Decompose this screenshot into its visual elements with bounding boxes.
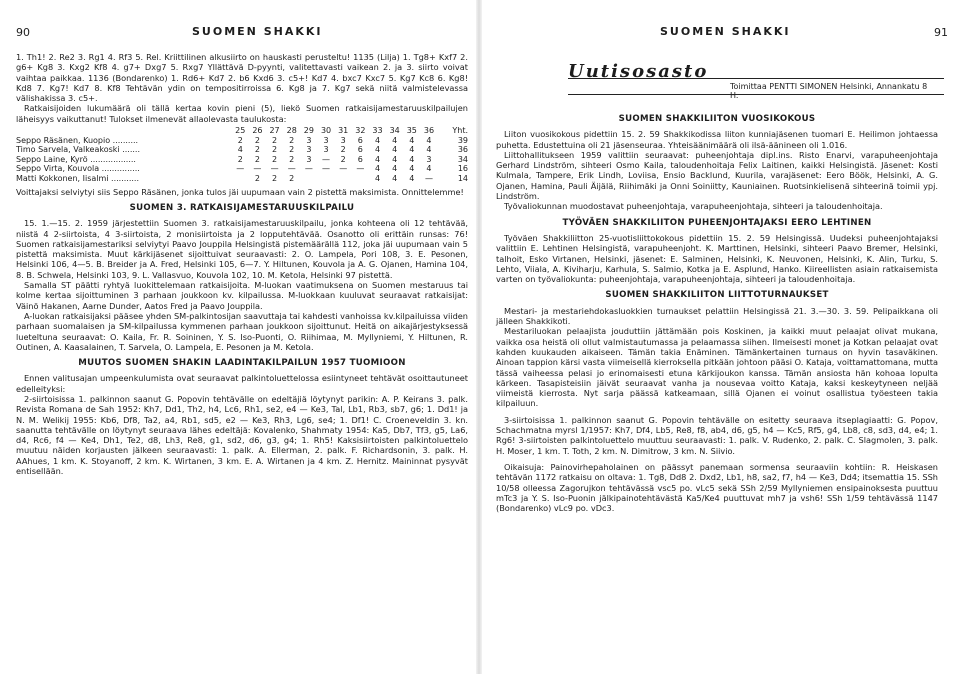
score-cell: 4: [409, 145, 415, 155]
masthead-rule: [568, 94, 944, 95]
score-cell: 2: [237, 154, 243, 164]
score-cell: 4: [426, 145, 432, 155]
score-cell: 4: [374, 174, 381, 184]
score-cell: 4: [237, 145, 243, 155]
score-cell: 6: [357, 135, 363, 145]
score-cell: 4: [392, 164, 398, 174]
score-cell: 3: [323, 135, 329, 145]
body-paragraph: Samalla ST päätti ryhtyä luokittelemaan ratkaisijoita. M-luokan vaatimuksena on Suomen mestaruus tai kolme kertaa sijoittuminen 3 parhaan joukkoon kv. kilpailussa. M-luokkaan kuuluvat seuraavat ratkaisijat: Väinö Hakanen, Aarne Dunder, Aatos Fred ja Paavo Jouppila.: [16, 280, 468, 311]
header-cell: 26: [252, 126, 263, 136]
body-paragraph: Työvaliokunnan muodostavat puheenjohtaja, varapuheenjohtaja, sihteeri ja taloudenhoitaja.: [504, 201, 883, 212]
score-cell: —: [304, 164, 313, 174]
score-cell: 4: [409, 135, 415, 145]
right-page: [486, 0, 960, 674]
score-cell: 2: [272, 174, 278, 184]
body-paragraph: 2-siirtoisissa 1. palkinnon saanut G. Popovin tehtävälle on edeltäjiä löytynyt parikin: A. P. Keirans 3. palk. Revista Romana de Sah 1952: Kh7, Dd1, Th2, h4, Lc6, Rh1, se2, e4 — Ke3, Tal, Lb1, Rb3, sb7, g6; 1. Dd1! ja N. M. Welikij 1955: Kb6, Df8, Ta2, a4, Rb1, sd5, e2 — Ke3, Rh3, Lg6, se4; 1. Df1! C. Croeneveldin 3. kn. saanutta tehtävälle on löytynyt seuraava lähes edeltäjä: Kovalenko, Shahmaty 1954: Ka5, Db7, Tf3, g5, La6, d4, Rc6, f4 — Ke4, Dh1, Te2, d8, Lh3, Re8, g1, sd2, d6, g3, g4; 1. Rh5! Kaksisiirtoisten palkintoluettelo muutuu näiden korjausten jälkeen seuraavasti: 1. palk. A. Ellerman, 2. palk. F. Richardsonin, 3. palk. H. AAhues, 1 km. K. Stoyanoff, 2 km. K. Wirtanen, 3 km. E. A. Wirtanen ja 4 km. Z. Hernitz. Maininnat pysyvät entisellään.: [16, 393, 468, 477]
score-cell: —: [270, 164, 279, 174]
score-cell: 2: [254, 154, 260, 164]
score-cell: 2: [272, 154, 278, 164]
section-heading: SUOMEN 3. RATKAISIJAMESTARUUSKILPAILU: [129, 202, 355, 213]
score-cell: [317, 174, 334, 184]
score-cell: 6: [357, 145, 363, 155]
score-cell: —: [253, 164, 262, 174]
solver-name: Seppo Laine, Kyrö ..................: [16, 154, 136, 164]
editor-credit: Toimittaa PENTTI SIMONEN Helsinki, Annankatu 8 H.: [730, 82, 928, 100]
score-cell: 2: [340, 154, 346, 164]
score-cell: —: [236, 164, 245, 174]
solutions-paragraph: 1. Th1! 2. Re2 3. Rg1 4. Rf3 5. Rel. Kriittilinen alkusiirto on hauskasti perusteltu! 1135 (Lilja) 1. Tg8+ Kxf7 2. g6+ Kg8 3. Kxg2 Kf8 4. g7+ Dxg7 5. Rxg7 Yllättävä D-pyynti, valitettavasti vaikean 2. ja 3. siirto voivat vaihtaa paikkaa. 1136 (Bondarenko) 1. Rd6+ Kd7 2. b6 Kxd6 3. c5+! Kd7 4. bxc7 Kxc7 5. Kg7 Kc8 6. Kg8! Kd8 7. Kg7! Kd7 8. Kf8 Tehtävän ydin on tempositirroissa 6. Kg8 ja 7. Kg7 sekä niitä valmistelevassa välishakissa 3. c5+.: [16, 52, 468, 104]
results-row: [16, 136, 468, 146]
score-cell: 4: [426, 135, 432, 145]
score-cell: 2: [289, 135, 295, 145]
score-cell: 4: [374, 154, 381, 164]
results-header-row: [16, 126, 468, 136]
score-cell: 4: [392, 174, 398, 184]
score-cell: 3: [426, 154, 432, 164]
header-cell: 35: [406, 126, 417, 136]
score-cell: 3: [323, 145, 329, 155]
score-cell: 4: [426, 164, 432, 174]
score-cell: [335, 174, 352, 184]
score-cell: 3: [340, 135, 346, 145]
solver-name: Matti Kokkonen, Iisalmi ...........: [16, 174, 140, 184]
results-table: [16, 126, 468, 184]
score-cell: 4: [374, 145, 381, 155]
score-cell: 4: [392, 135, 398, 145]
score-cell: —: [322, 164, 331, 174]
body-paragraph: A-luokan ratkaisijaksi pääsee yhden SM-palkintosijan saavuttaja tai kahdesti vanhoissa kv.kilpailuissa viiden parhaan suomalaisen ja SM-kilpailussa kymmenen parhaan joukkoon sijoittunut. Heitä on aikajärjestyksessä lueteltuna seuraavat: O. Kaila, Fr. R. Soininen, Y. S. Iso-Puonti, O. Riihimaa, M. Myllyniemi, Y. Hiltunen, R. Outinen, A. Kaasalainen, T. Sarvela, O. Lampela, E. Pesonen ja M. Ketola.: [16, 310, 468, 352]
score-cell: 4: [392, 154, 398, 164]
running-head: SUOMEN SHAKKI: [660, 25, 791, 38]
section-heading: SUOMEN SHAKKILIITON VUOSIKOKOUS: [618, 114, 816, 124]
total-cell: 14: [457, 174, 468, 184]
header-cell: 30: [320, 126, 332, 136]
score-cell: 2: [340, 145, 346, 155]
header-cell: 31: [338, 126, 349, 136]
header-cell: 34: [389, 126, 400, 136]
left-page: [0, 0, 472, 674]
solver-name: Timo Sarvela, Valkeakoski .......: [16, 145, 140, 155]
score-cell: [232, 174, 249, 184]
score-cell: [300, 174, 317, 184]
header-cell: Yht.: [452, 126, 468, 136]
score-cell: —: [424, 174, 433, 184]
page-number: 91: [934, 26, 948, 39]
score-cell: 2: [254, 135, 260, 145]
score-cell: 3: [306, 135, 312, 145]
body-paragraph: Ennen valitusajan umpeenkulumista ovat seuraavat palkintoluettelossa esiintyneet tehtävät osoittautuneet edelleityksi:: [16, 373, 468, 394]
body-paragraph: Mestari- ja mestariehdokasluokkien turnaukset pelattiin Helsingissä 21. 3.—30. 3. 59. Pelipaikkana oli jälleen Shakkikoti.: [496, 305, 938, 327]
score-cell: 2: [254, 145, 260, 155]
section-heading: MUUTOS SUOMEN SHAKIN LAADINTAKILPAILUN 1957 TUOMIOON: [78, 358, 406, 369]
solvers-paragraph: Ratkaisijoiden lukumäärä oli tällä kertaa kovin pieni (5), liekö Suomen ratkaisijamestaruuskilpailujen läheisyys vaikuttanut! Tulokset ilmenevät allaolevasta taulukosta:: [16, 103, 468, 124]
left-column: [16, 52, 468, 476]
body-paragraph: Liiton vuosikokous pidettiin 15. 2. 59 Shakkikodissa liiton kunniajäsenen tuomari E. Heilimon johtaessa puhetta. Edustettuina oli 21 jäsenseuraa. Yhteisäänimäärä oli ilsä-äänineen oli 1.016.: [496, 129, 938, 150]
total-cell: 36: [457, 145, 468, 155]
news-masthead: [568, 57, 938, 101]
score-cell: 4: [409, 174, 415, 184]
total-cell: 34: [457, 154, 468, 164]
score-cell: 2: [289, 145, 295, 155]
score-cell: 2: [289, 154, 295, 164]
body-paragraph: Työväen Shakkiliitton 25-vuotisliittokokous pidettiin 15. 2. 59 Helsingissä. Uudeksi puheenjohtajaksi valittiin E. Lehtinen Helsingistä, varapuheenjoht. K. Marttinen, Helsinki, sihteeri Paavo Bremer, Helsinki, talhoit, Esko Virtanen, Helsinki, jäsenet: E. Salminen, Helsinki, K. Neuvonen, Helsinki, K. Alin, Turku, S. Lehto, Viiala, A. Kiviharju, Karhula, S. Salmio, Kotka ja E. Asplund, Hanko. Kiireellisten asiain ratkaisemista varten on työvaliokunta: puheenjohtaja, varapuheenjohtaja, sihteeri ja taloudenhoitaja.: [496, 232, 938, 285]
section-logo: Uutisosasto: [568, 61, 709, 82]
header-cell: 28: [286, 126, 297, 136]
body-paragraph: 3-siirtoisissa 1. palkinnon saanut G. Popovin tehtävälle on esitetty seuraava itseplagiaatti: G. Popov, Schachmatna myrsl 1/1957: Kh7, Df4, Lb5, Re8, f8, ab4, d6, g5, h4 — Kc5, Rf5, g4, Lb8, c8, sd3, d4, e4; 1. Rg6! 3-siirtoisten palkintoluettelo muuttuu seuraavasti: 1. palk. V. Rudenko, 2. palk. C. Slagmolen, 3. palk. H. Moser, 1 km. T. Toth, 2 km. N. Dimitrow, 3 km. N. Siivio.: [496, 414, 938, 456]
score-cell: 2: [272, 135, 278, 145]
score-cell: 2: [254, 174, 260, 184]
score-cell: 4: [374, 135, 381, 145]
results-row: [16, 174, 468, 184]
header-cell: 32: [355, 126, 366, 136]
score-cell: 3: [306, 154, 312, 164]
header-cell: 27: [269, 126, 280, 136]
score-cell: 3: [306, 145, 312, 155]
section-heading: TYÖVÄEN SHAKKILIITON PUHEENJOHTAJAKSI EERO LEHTINEN: [562, 217, 872, 228]
score-cell: —: [287, 164, 296, 174]
results-row: [16, 155, 468, 165]
score-cell: —: [339, 164, 348, 174]
score-cell: 4: [374, 164, 381, 174]
page-number: 90: [16, 26, 30, 39]
score-cell: 6: [357, 154, 363, 164]
results-row: [16, 145, 468, 155]
score-cell: 2: [272, 145, 278, 155]
total-cell: 39: [457, 135, 468, 145]
score-cell: 4: [409, 154, 415, 164]
solver-name: Seppo Räsänen, Kuopio ..........: [16, 135, 139, 145]
running-head: SUOMEN SHAKKI: [192, 25, 323, 38]
body-paragraph: Mestariluokan pelaajista jouduttiin jättämään pois Koskinen, ja kaikki muut pelaajat olivat mukana, vaikka osa heistä oli ollut valmistautumassa ja pelaamassa siihen. Ilmeisesti monet ja Kotkan pelaajat ovat kahden kuukauden aikaiseen. Tämän takia Enäminen. Tämänkertainen turnaus on hyvin tasaväkinen. Ainoan tappion kärsi vasta viimeisellä kierroksella pitkään johtoon pääsi O. Kataja, voittamattomana, mutta tässä vaiheessa pelasi jo erinomaisesti etuna kärkijoukon kanssa. Tämän ansiosta hän kohoaa lopulta kärkeen. Tasapisteisiin jäivät seuraavat vanha ja nousevaa voitto Kataja, kaksi keskeytyneen neljää viimeistä kierrosta. Nyt sarja päässä katkeamaan, sillä Ojanen ei voinut osallistua työesteen takia kilpailuun.: [496, 326, 938, 409]
score-cell: [352, 174, 369, 184]
header-cell: 33: [372, 126, 383, 136]
total-cell: 16: [457, 164, 468, 174]
body-paragraph: Liittohallitukseen 1959 valittiin seuraavat: puheenjohtaja dipl.ins. Risto Enarvi, varapuheenjohtaja Gerhard Lindström, sihteeri Osmo Kaila, taloudenhoitaja Felix Laitinen, kaikki Helsingistä. Jäsenet: Kosti Kulmala, Tampere, Erik Lindh, Loviisa, Ensio Backlund, Kuurila, varajäsenet: Eero Böök, Helsinki, A. G. Ojanen, Hamina, Pauli Äijälä, Riihimäki ja Onni Soiniitty, Kauniainen. Ruotsinkielisenä sihteerinä toimii ypj. Lindström.: [496, 149, 938, 202]
section-heading: SUOMEN SHAKKILIITON LIITTOTURNAUKSET: [605, 290, 829, 301]
score-cell: —: [322, 154, 331, 164]
header-cell: 25: [235, 126, 246, 136]
winner-paragraph: Voittajaksi selviytyi siis Seppo Räsänen, jonka tulos jäi uupumaan vain 2 pistettä maksimista. Onnittelemme!: [16, 186, 464, 197]
book-gutter: [476, 0, 482, 674]
solver-name: Seppo Virta, Kouvola ...............: [16, 164, 140, 174]
score-cell: —: [356, 164, 365, 174]
right-column: [496, 108, 938, 513]
header-cell: 36: [423, 126, 435, 136]
body-paragraph: 15. 1.—15. 2. 1959 järjestettiin Suomen 3. ratkaisijamestaruuskilpailu, jonka kohteena oli 12 tehtävää, niistä 4 2-siirtoista, 4 3-siirtoista, 2 monisiirtoista ja 2 lopputehtävää. Osanotto oli erittäin runsas: 76! Suomen ratkaisijamestariksi selviytyi Paavo Jouppila Helsingistä pistemäärällä 112, joka jäi uupumaan vain 5 pistettä maksimista. Muut kärkijäsenet sijoittuivat seuraavasti: 2. O. Lampela, Pori 108, 3. E. Pesonen, Helsinki 106, 4—5. B. Breider ja A. Fred, Helsinki 105, 6—7. Y. Hiltunen, Kouvola ja A. G. Ojanen, Hamina 104, 8. B. Schwela, Helsinki 103, 9. L. Vallasvuo, Kouvola 102, 10. M. Ketola, Helsinki 97 pistettä.: [16, 218, 468, 280]
score-cell: 4: [409, 164, 415, 174]
results-row: [16, 164, 468, 174]
score-cell: 2: [289, 174, 295, 184]
score-cell: 2: [237, 135, 243, 145]
body-paragraph: Oikaisuja: Painovirhepaholainen on päässyt panemaan sormensa seuraaviin kohtiin: R. Heiskasen tehtävän 1172 ratkaisu on oltava: 1. Tg8, Dd8 2. Dxd2, Lb1, h8, sa2, f7, h4 — Ke3, Dd4; itsemattia 15. SSh 10/58 olleessa Zagorujkon tehtävässä vsc5 po. vLc5 sekä SSh 2/59 Myllyniemen ensipainoksesta puuttuu mTc3 ja Y. S. Iso-Puonin jälkipainotehtävästä Ka5/Ke4 puuttuvat mh7 ja vsh6! SSh 1/59 tehtävässä 1147 (Bondarenko) vLc9 po. vDc3.: [496, 461, 938, 514]
score-cell: 4: [392, 145, 398, 155]
header-cell: 29: [303, 126, 314, 136]
